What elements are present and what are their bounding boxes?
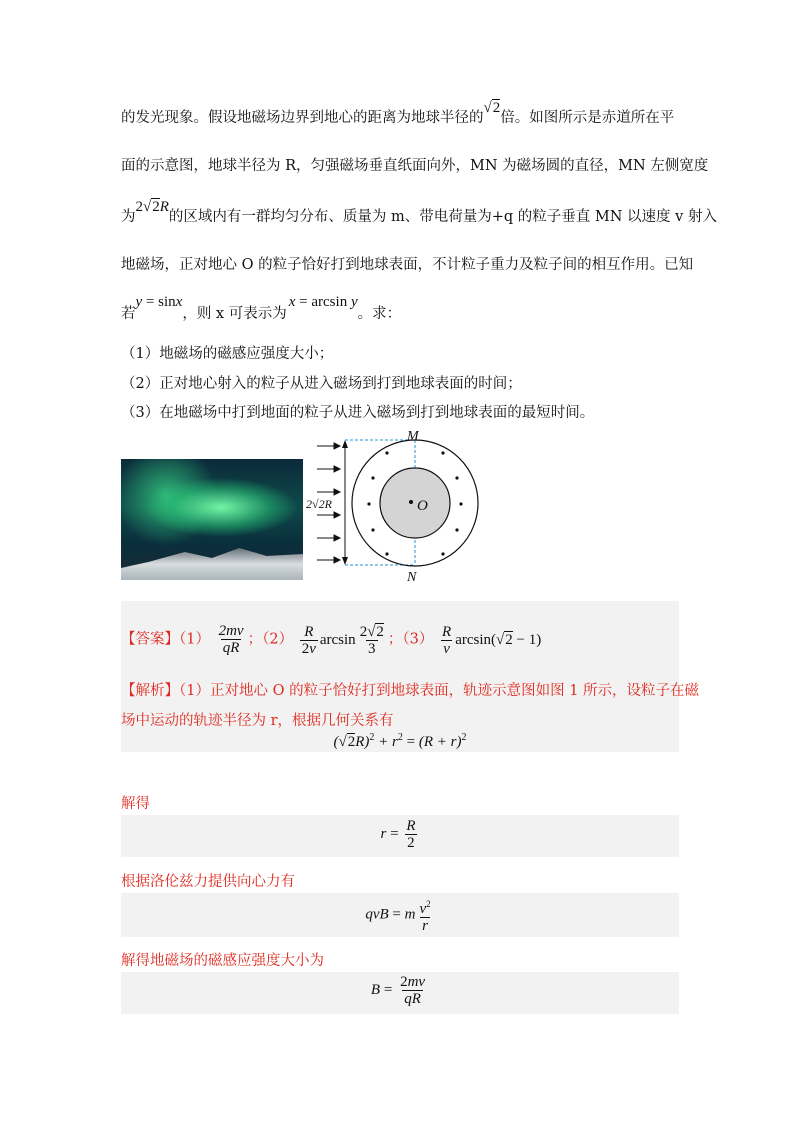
sqrt2-expr: √2 xyxy=(483,100,501,116)
width-label: 2√2R xyxy=(306,497,332,511)
equation-box-force xyxy=(121,893,679,937)
question-1: （1）地磁场的磁感应强度大小； xyxy=(121,346,334,362)
mountain-silhouette xyxy=(121,540,303,580)
step-result-label: 解得地磁场的磁感应强度大小为 xyxy=(121,953,324,969)
answer-1-fraction: $\frac{2mv}{qR}$ xyxy=(218,623,244,656)
answer-analysis-box xyxy=(121,601,700,752)
answer-3-expr: $\frac{R}{v}$ arcsin(√2 − 1) xyxy=(442,623,542,657)
step-solve-label: 解得 xyxy=(121,796,150,812)
analysis-line-1: 【解析】（1）正对地心 O 的粒子恰好打到地球表面，轨迹示意图如图 1 所示，设粒子在磁 xyxy=(121,683,700,699)
problem-line-4: 地磁场，正对地心 O 的粒子恰好打到地球表面，不计粒子重力及粒子间的相互作用。已知 xyxy=(121,257,694,273)
step-lorentz-label: 根据洛伦兹力提供向心力有 xyxy=(121,874,295,890)
equation-force: qvB = m $\frac{v^2}{r}$ xyxy=(365,899,431,934)
label-M: M xyxy=(407,429,419,444)
answer-2-expr: $\frac{R}{2v}$ arcsin $\frac{2√2}{3}$ xyxy=(301,623,384,657)
analysis-line-2: 场中运动的轨迹半径为 r，根据几何关系有 xyxy=(121,713,394,729)
equation-geometry: $(√2R)^2 + r^2 = (R + r)^2$ xyxy=(333,732,467,750)
equation-r: r = $\frac{R}{2}$ xyxy=(380,818,416,851)
question-3: （3）在地磁场中打到地面的粒子从进入磁场到打到地球表面的最短时间。 xyxy=(121,405,595,421)
sin-expr: y = sinx xyxy=(135,294,183,310)
problem-line-5: 若y = sinx，则 x 可表示为x = arcsin y。求： xyxy=(121,294,402,322)
aurora-photo xyxy=(121,459,303,580)
arcsin-expr: x = arcsin y xyxy=(288,294,358,310)
label-N: N xyxy=(407,570,417,585)
problem-line-2: 面的示意图，地球半径为 R，匀强磁场垂直纸面向外，MN 为磁场圆的直径，MN 左侧宽度 xyxy=(121,158,709,174)
equation-B: B = $\frac{2mv}{qR}$ xyxy=(370,974,426,1007)
label-O: O xyxy=(417,498,428,514)
equation-box-r xyxy=(121,815,679,857)
problem-line-3: 为2√2R的区域内有一群均匀分布、质量为 m、带电荷量为+q 的粒子垂直 MN 以速度 v 射入 xyxy=(121,199,717,225)
equation-box-B xyxy=(121,972,679,1014)
width-expr: 2√2R xyxy=(135,199,169,215)
problem-line-1: 的发光现象。假设地磁场边界到地心的距离为地球半径的√2倍。如图所示是赤道所在平 xyxy=(121,100,675,126)
magnetic-field-diagram xyxy=(303,428,483,588)
question-2: （2）正对地心射入的粒子从进入磁场到打到地球表面的时间； xyxy=(121,376,522,392)
answer-line: 【答案】（1） $\frac{2mv}{qR}$ ；（2） $\frac{R}{2v}$ arcsin $\frac{2√2}{3}$ ；（3） $\frac{R}{v}$ arcsin(√2 − 1) xyxy=(121,623,542,657)
